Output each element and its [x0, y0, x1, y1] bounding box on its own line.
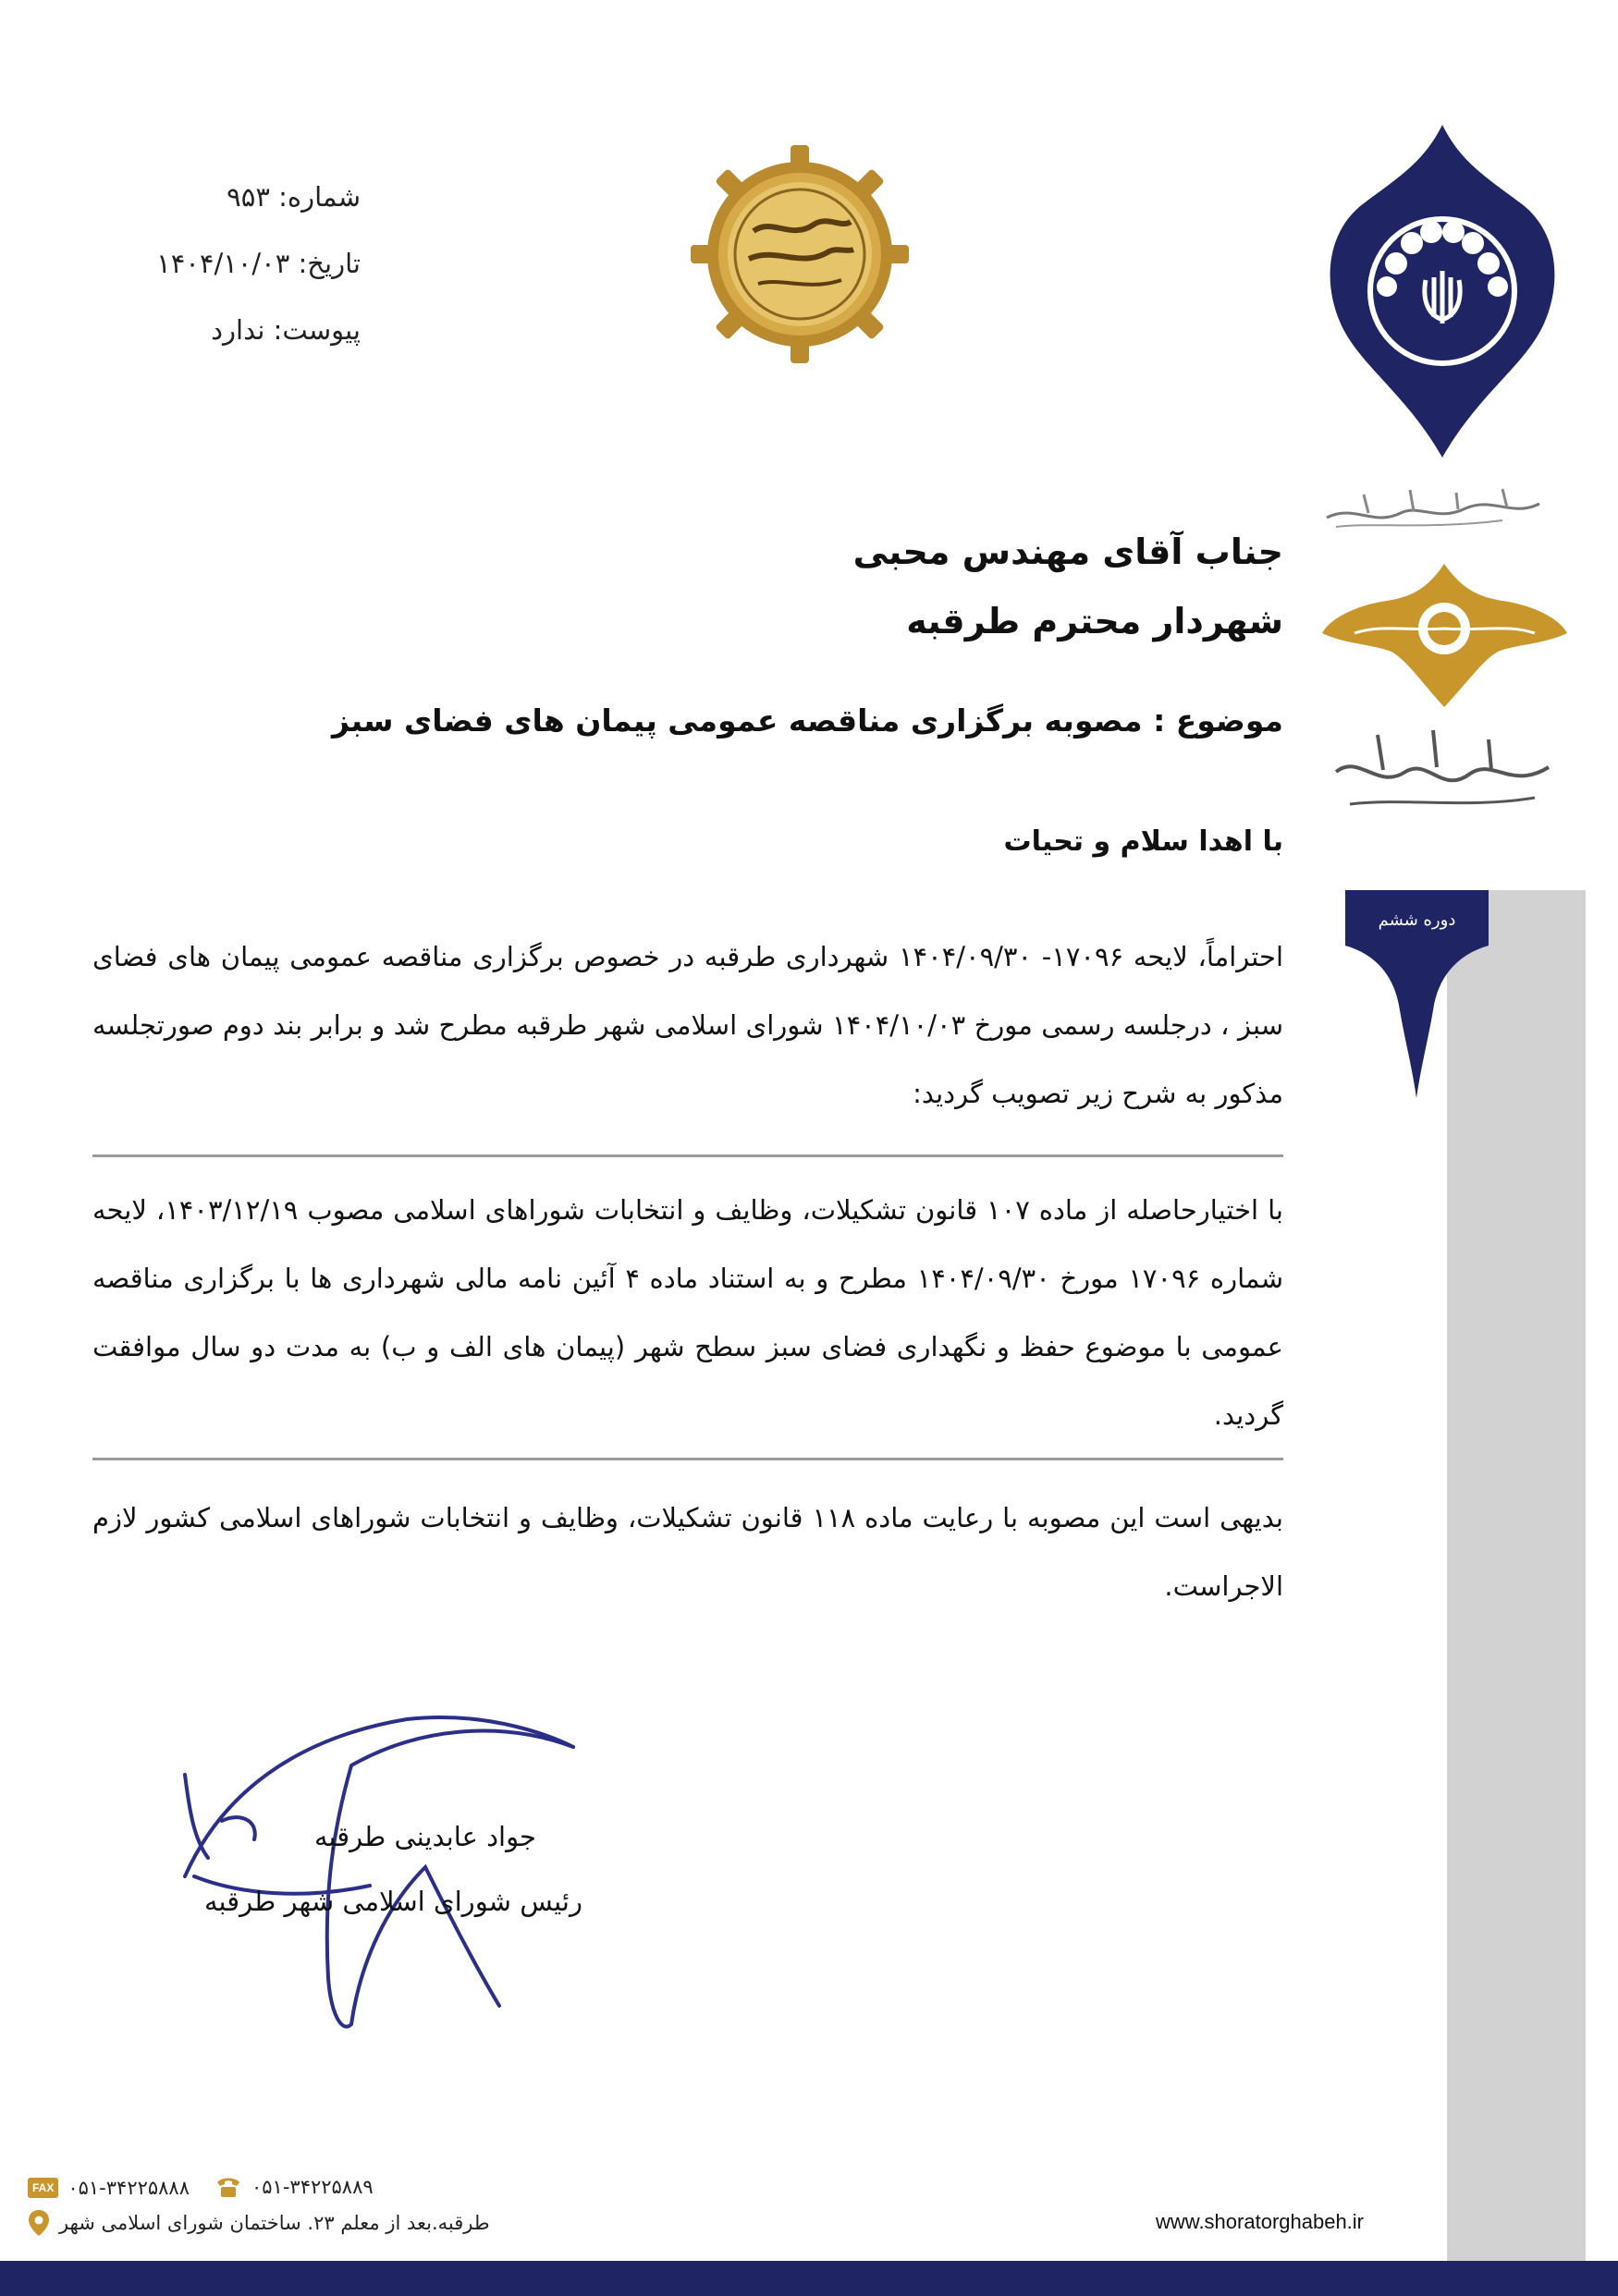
motto-calligraphy — [1318, 476, 1549, 541]
signatory-title: رئیس شورای اسلامی شهر طرقبه — [204, 1886, 582, 1917]
attachment-label: پیوست: — [273, 314, 361, 346]
address-text: طرقبه.بعد از معلم ۲۳. ساختمان شورای اسلامی شهر — [59, 2212, 490, 2234]
number-value: ۹۵۳ — [227, 181, 270, 213]
phone-number: ۰۵۱-۳۴۲۲۵۸۸۹ — [251, 2176, 374, 2198]
attachment-value: ندارد — [211, 314, 265, 346]
greeting: با اهدا سلام و تحیات — [1003, 825, 1283, 858]
fax-icon: FAX — [28, 2178, 58, 2198]
website-link[interactable]: www.shoratorghabeh.ir — [1156, 2210, 1365, 2233]
recipient-name: جناب آقای مهندس محبی — [852, 531, 1283, 572]
location-pin-icon — [28, 2209, 50, 2237]
phone-icon — [215, 2175, 242, 2199]
divider-bottom — [92, 1458, 1283, 1460]
date-value: ۱۴۰۴/۱۰/۰۳ — [156, 248, 290, 279]
date-label: تاریخ: — [298, 248, 361, 279]
letter-attachment — [83, 314, 361, 346]
resolution-paragraph: با اختیارحاصله از ماده ۱۰۷ قانون تشکیلات، وظایف و انتخابات شوراهای اسلامی مصوب ۱۴۰۳/۱۲/۱۹، لایحه شماره ۱۷۰۹۶ مورخ ۱۴۰۴/۰۹/۳۰ مطرح و به استناد ماده ۴ آئین نامه مالی شهرداری ها با برگزاری مناقصه عمومی با موضوع حفظ و نگهداری فضای سبز سطح شهر (پیمان های الف و ب) به مدت دو سال موافقت گردید. — [92, 1194, 1283, 1431]
footer-address — [28, 2209, 490, 2237]
divider-top — [92, 1154, 1283, 1157]
gold-ornament-icon — [1318, 559, 1572, 712]
letter-date — [83, 248, 361, 279]
fax-number: ۰۵۱-۳۴۲۲۵۸۸۸ — [67, 2177, 190, 2199]
handwritten-signature — [166, 1682, 610, 2043]
signatory-name: جواد عابدینی طرقبه — [314, 1821, 536, 1852]
letter-number — [83, 181, 361, 213]
intro-paragraph: احتراماً، لایحه ۱۷۰۹۶- ۱۴۰۴/۰۹/۳۰ شهرداری طرقبه در خصوص برگزاری مناقصه عمومی پیمان های فضای سبز ، درجلسه رسمی مورخ ۱۴۰۴/۱۰/۰۳ شورای اسلامی شهر طرقبه مطرح شد و برابر بند دوم صورتجلسه مذکور به شرح زیر تصویب گردید: — [92, 941, 1283, 1109]
closing-paragraph: بدیهی است این مصوبه با رعایت ماده ۱۱۸ قانون تشکیلات، وظایف و انتخابات شوراهای اسلامی کشور لازم الاجراست. — [92, 1502, 1283, 1602]
footer-fax — [28, 2177, 190, 2199]
council-emblem-logo — [1322, 125, 1563, 458]
footer-phone — [215, 2175, 374, 2199]
council-name-calligraphy — [1322, 716, 1563, 832]
number-label: شماره: — [278, 181, 361, 213]
subject-line: موضوع : مصوبه برگزاری مناقصه عمومی پیمان های فضای سبز — [332, 702, 1283, 739]
term-label: دوره ششم — [1378, 910, 1456, 930]
bottom-bar — [0, 2261, 1618, 2296]
gold-seal-icon — [689, 143, 911, 365]
recipient-title: شهردار محترم طرقبه — [906, 601, 1283, 641]
